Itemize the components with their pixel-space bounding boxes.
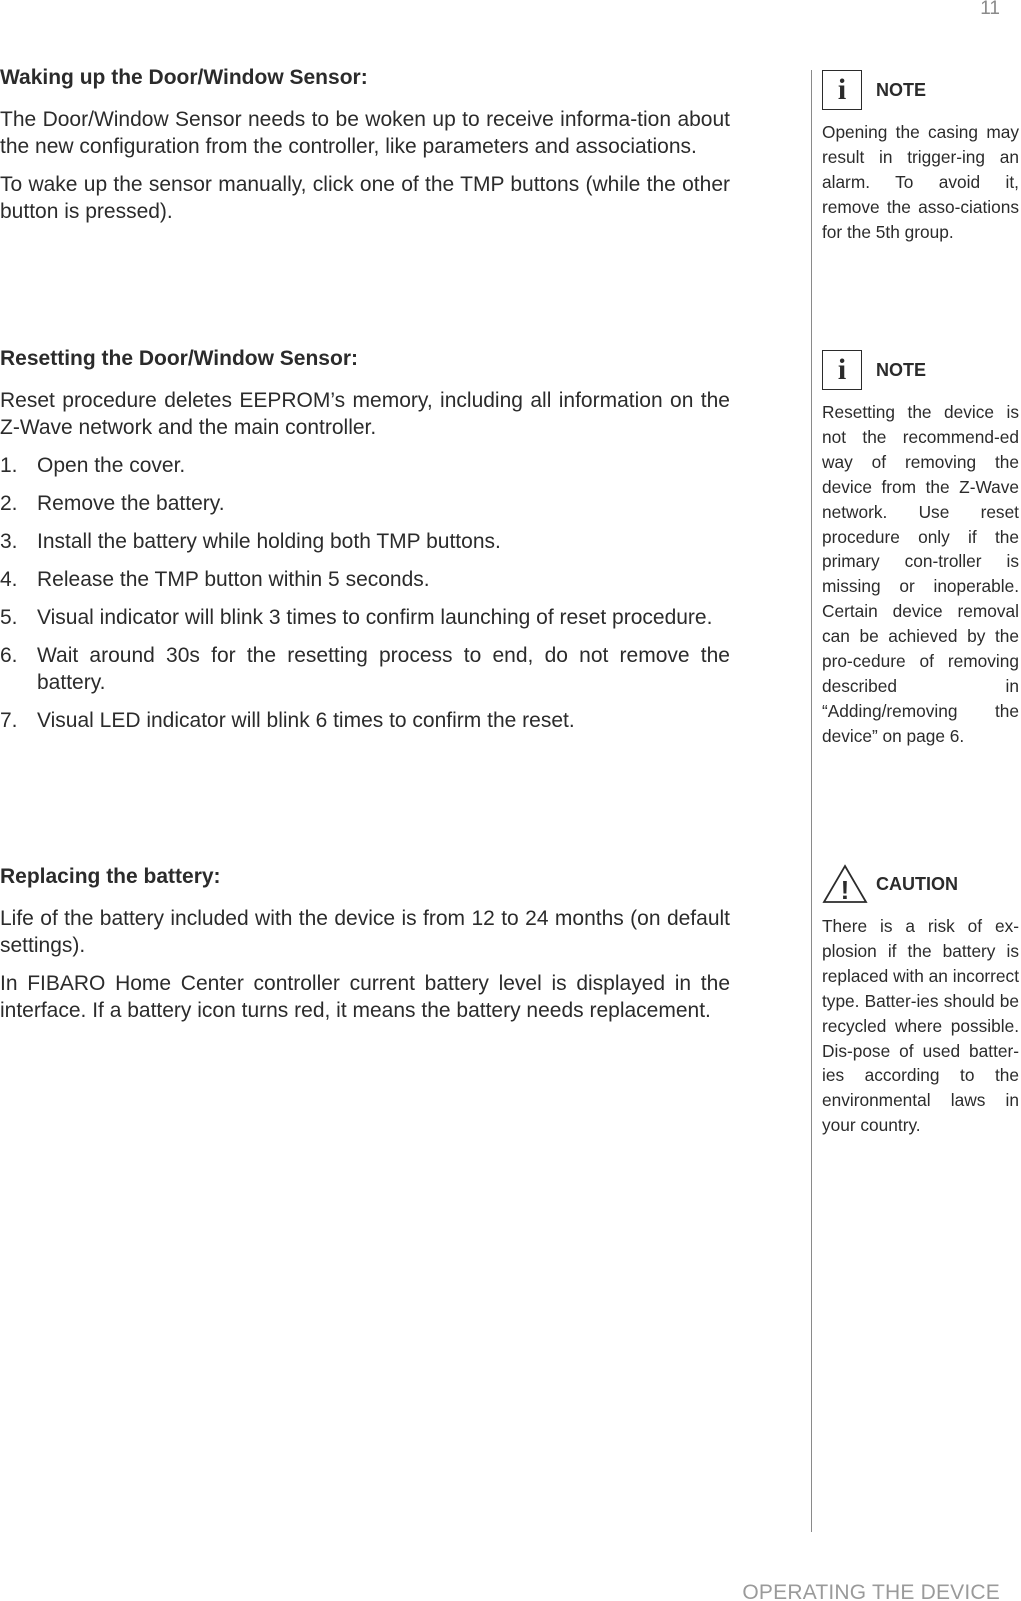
list-item	[0, 642, 730, 696]
paragraph: In FIBARO Home Center controller current battery level is displayed in the interface. If a battery icon turns red, it means the battery needs replacement.	[0, 972, 730, 1022]
section-waking-up	[0, 63, 730, 236]
paragraph: Reset procedure deletes EEPROM’s memory, including all information on the Z-Wave network and the main controller.	[0, 389, 730, 439]
footer-section-title: OPERATING THE DEVICE	[742, 1581, 1000, 1601]
info-icon: i	[822, 350, 862, 390]
step-text: Release the TMP button within 5 seconds.	[37, 568, 430, 591]
list-item	[0, 604, 730, 631]
paragraph: The Door/Window Sensor needs to be woken up to receive informa-tion about the new configuration from the controller, like parameters and associations.	[0, 108, 730, 158]
caution-battery	[822, 864, 1019, 1138]
page-number: 11	[980, 0, 1000, 19]
caution-header	[822, 864, 1019, 904]
caution-label: CAUTION	[876, 873, 958, 894]
note-text: Opening the casing may result in trigger-ing an alarm. To avoid it, remove the asso-ciations for the 5th group.	[822, 122, 1019, 242]
list-item	[0, 566, 730, 593]
note-label: NOTE	[876, 79, 927, 100]
step-number: 3.	[0, 530, 18, 553]
paragraph: To wake up the sensor manually, click one of the TMP buttons (while the other button is pressed).	[0, 173, 730, 223]
step-number: 5.	[0, 606, 18, 629]
note-text: Resetting the device is not the recommend-ed way of removing the device from the Z-Wave network. Use reset procedure only if the primary con-troller is missing or inoperable. Certain device removal can be achieved by the pro-cedure of removing described in “Adding/removing the device” on page 6.	[822, 402, 1019, 746]
list-item	[0, 452, 730, 479]
section-title: Replacing the battery:	[0, 865, 221, 888]
step-text: Wait around 30s for the resetting process to end, do not remove the battery.	[37, 644, 730, 694]
list-item	[0, 528, 730, 555]
step-text: Open the cover.	[37, 454, 186, 477]
note-header	[822, 70, 1019, 110]
warning-glyph: !	[840, 875, 850, 904]
column-divider	[811, 70, 812, 1532]
caution-text: There is a risk of ex-plosion if the battery is replaced with an incorrect type. Batter-ies should be recycled where possible. Dis-pose of used batter-ies according to the environmental laws in your country.	[822, 916, 1019, 1136]
paragraph: Life of the battery included with the device is from 12 to 24 months (on default settings).	[0, 907, 730, 957]
section-replacing-battery	[0, 862, 730, 1035]
section-title: Resetting the Door/Window Sensor:	[0, 347, 358, 370]
reset-steps-list	[0, 452, 730, 734]
step-text: Remove the battery.	[37, 492, 225, 515]
step-number: 7.	[0, 709, 18, 732]
step-text: Visual indicator will blink 3 times to confirm launching of reset procedure.	[37, 606, 713, 629]
note-resetting	[822, 350, 1019, 749]
step-number: 6.	[0, 644, 18, 667]
list-item	[0, 490, 730, 517]
section-title: Waking up the Door/Window Sensor:	[0, 66, 368, 89]
section-resetting	[0, 344, 730, 745]
warning-icon	[822, 864, 868, 904]
note-casing	[822, 70, 1019, 245]
step-text: Visual LED indicator will blink 6 times to confirm the reset.	[37, 709, 575, 732]
step-text: Install the battery while holding both TMP buttons.	[37, 530, 501, 553]
info-icon: i	[822, 70, 862, 110]
note-header	[822, 350, 1019, 390]
note-label: NOTE	[876, 359, 927, 380]
step-number: 4.	[0, 568, 18, 591]
step-number: 1.	[0, 454, 18, 477]
step-number: 2.	[0, 492, 18, 515]
list-item	[0, 707, 730, 734]
